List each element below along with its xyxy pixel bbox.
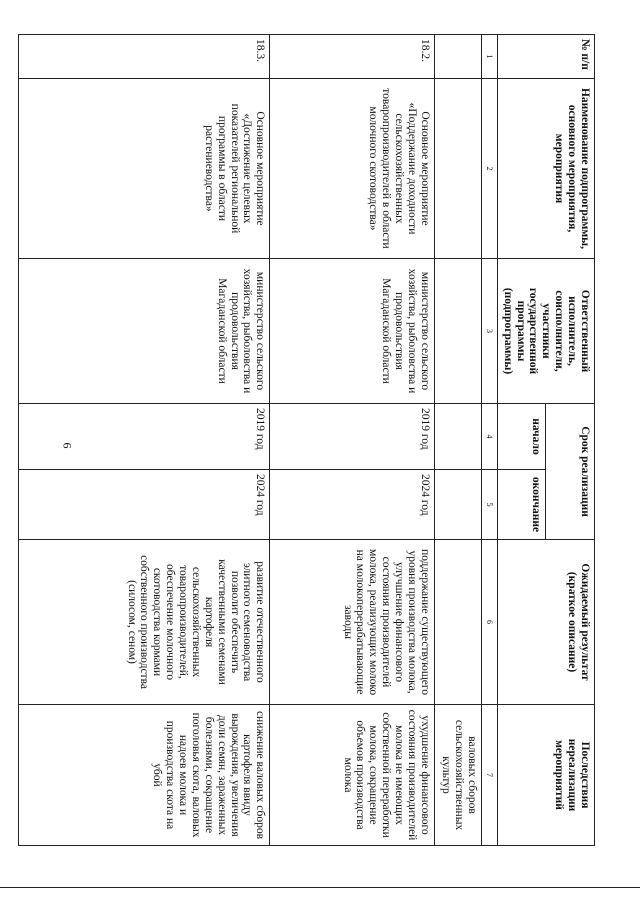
column-number: 6 (481, 540, 497, 705)
header-end: окончание (497, 470, 546, 540)
carry-name (434, 79, 481, 259)
header-executor: Ответственный исполнитель, соисполнители, участники государственной программы (подпрограммы) (497, 259, 594, 404)
column-number: 5 (481, 470, 497, 540)
row-executor: министерство сельского хозяйства, рыболовства и продовольствия Магаданской области (18, 259, 270, 404)
row-result: поддержание существующего уровня производства молока, улучшение финансового состояния производителей молока, реализующих молоко на молокоперерабатывающие заводы (270, 540, 435, 705)
page-number: 6 (60, 442, 75, 449)
page-bottom-rule (0, 887, 640, 888)
carry-result (434, 540, 481, 705)
row-consequences: снижение валовых сборов картофеля ввиду вырождения, увеличения доли семян, зараженных болезнями, сокращение поголовья скота, валовых надоев молока и производства скота на убой (18, 705, 270, 846)
header-period: Срок реализации (546, 404, 595, 540)
row-start: 2019 год (270, 404, 435, 470)
table-row (270, 35, 435, 846)
header-start: начало (497, 404, 546, 470)
header-name: Наименование подпрограммы, основного мероприятия, мероприятия (497, 79, 594, 259)
carry-consequences: валовых сборов сельскохозяйственных культур (434, 705, 481, 846)
row-consequences: ухудшение финансового состояния производителей молока не имеющих собственной переработки молока, сокращение объемов производства молока (270, 705, 435, 846)
column-number: 4 (481, 404, 497, 470)
column-number: 1 (481, 35, 497, 79)
table-row (18, 35, 270, 846)
row-result: развитие отечественного элитного семеноводства позволит обеспечить качественными семенами картофеля сельскохозяйственных товаропроизводителей, обеспечение молочного скотоводства кормами собственного производства (силосом, сеном) (18, 540, 270, 705)
row-end: 2024 год (18, 470, 270, 540)
header-row-1 (546, 35, 595, 846)
carry-over-row (434, 35, 481, 846)
column-number: 3 (481, 259, 497, 404)
row-start: 2019 год (18, 404, 270, 470)
header-result: Ожидаемый результат (краткое описание) (497, 540, 594, 705)
row-name: Основное мероприятие «Достижение целевых показателей региональной программы в области растениеводства» (18, 79, 270, 259)
rotated-table-wrapper (75, 34, 595, 845)
row-end: 2024 год (270, 470, 435, 540)
row-num: 18.2. (270, 35, 435, 79)
row-name: Основное мероприятие «Поддержание доходности сельскохозяйственных товаропроизводителей в области молочного скотоводства» (270, 79, 435, 259)
program-table (18, 34, 595, 846)
column-number-row (481, 35, 497, 846)
row-executor: министерство сельского хозяйства, рыболовства и продовольствия Магаданской области (270, 259, 435, 404)
carry-end (434, 470, 481, 540)
header-consequences: Последствия нереализации мероприятий (497, 705, 594, 846)
carry-num (434, 35, 481, 79)
row-num: 18.3. (18, 35, 270, 79)
carry-executor (434, 259, 481, 404)
header-num: № п/п (497, 35, 594, 79)
column-number: 7 (481, 705, 497, 846)
column-number: 2 (481, 79, 497, 259)
carry-start (434, 404, 481, 470)
